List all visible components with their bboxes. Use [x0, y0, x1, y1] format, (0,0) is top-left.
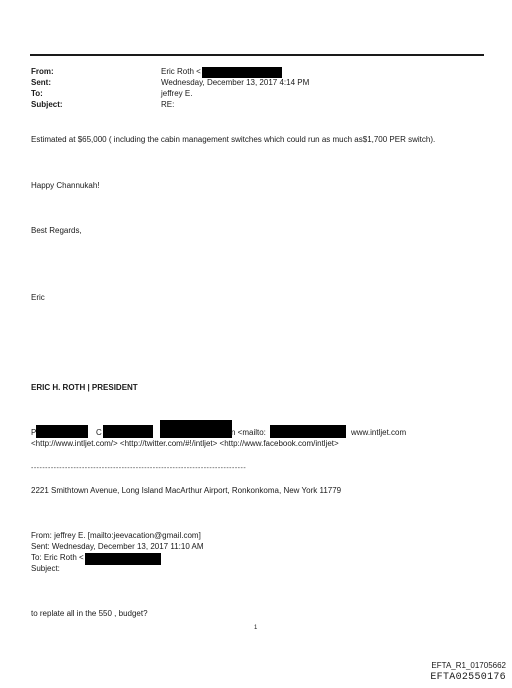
redaction-box — [270, 425, 346, 438]
body-signoff-name: Eric — [31, 293, 45, 302]
quoted-sent-line: Sent: Wednesday, December 13, 2017 11:10 AM — [31, 542, 204, 551]
phone-label: P — [31, 428, 37, 437]
separator-dashes: ---------------------------------------------------------------------------- — [31, 465, 247, 472]
to-label: To: — [31, 89, 43, 98]
from-text: Eric Roth < — [161, 67, 201, 76]
page-number: 1 — [254, 625, 258, 631]
redaction-box — [160, 420, 232, 438]
redaction-box — [85, 553, 161, 565]
quoted-from-line: From: jeffrey E. [mailto:jeevacation@gmail.com] — [31, 531, 201, 540]
company-address: 2221 Smithtown Avenue, Long Island MacArthur Airport, Ronkonkoma, New York 11779 — [31, 486, 342, 495]
sent-label: Sent: — [31, 78, 51, 87]
header-divider — [30, 54, 484, 56]
from-value — [161, 67, 282, 78]
body-closing: Best Regards, — [31, 226, 82, 235]
from-label: From: — [31, 67, 54, 76]
efta-id-primary: EFTA_R1_01705662 — [431, 661, 506, 670]
redaction-box — [202, 67, 282, 78]
efta-id-secondary: EFTA02550176 — [430, 672, 506, 683]
sent-value: Wednesday, December 13, 2017 4:14 PM — [161, 78, 310, 87]
quoted-to-text: To: Eric Roth < — [31, 553, 84, 562]
subject-value: RE: — [161, 100, 175, 109]
subject-label: Subject: — [31, 100, 63, 109]
body-greeting: Happy Channukah! — [31, 181, 100, 190]
website-text: www.intljet.com — [351, 428, 407, 437]
redaction-box — [36, 425, 88, 438]
quoted-message: to replate all in the 550 , budget? — [31, 609, 148, 618]
social-links-line: <http://www.intljet.com/> <http://twitter.com/#!/intljet> <http://www.facebook.com/intljet> — [31, 439, 339, 448]
to-value: jeffrey E. — [161, 89, 193, 98]
quoted-subject-line: Subject: — [31, 564, 60, 573]
redaction-box — [103, 425, 153, 438]
cell-label: C — [96, 428, 102, 437]
signature-title: ERIC H. ROTH | PRESIDENT — [31, 383, 138, 392]
body-line-estimate: Estimated at $65,000 ( including the cabin management switches which could run as much as$1,700 PER switch). — [31, 135, 436, 144]
mailto-text: n <mailto: — [231, 428, 266, 437]
